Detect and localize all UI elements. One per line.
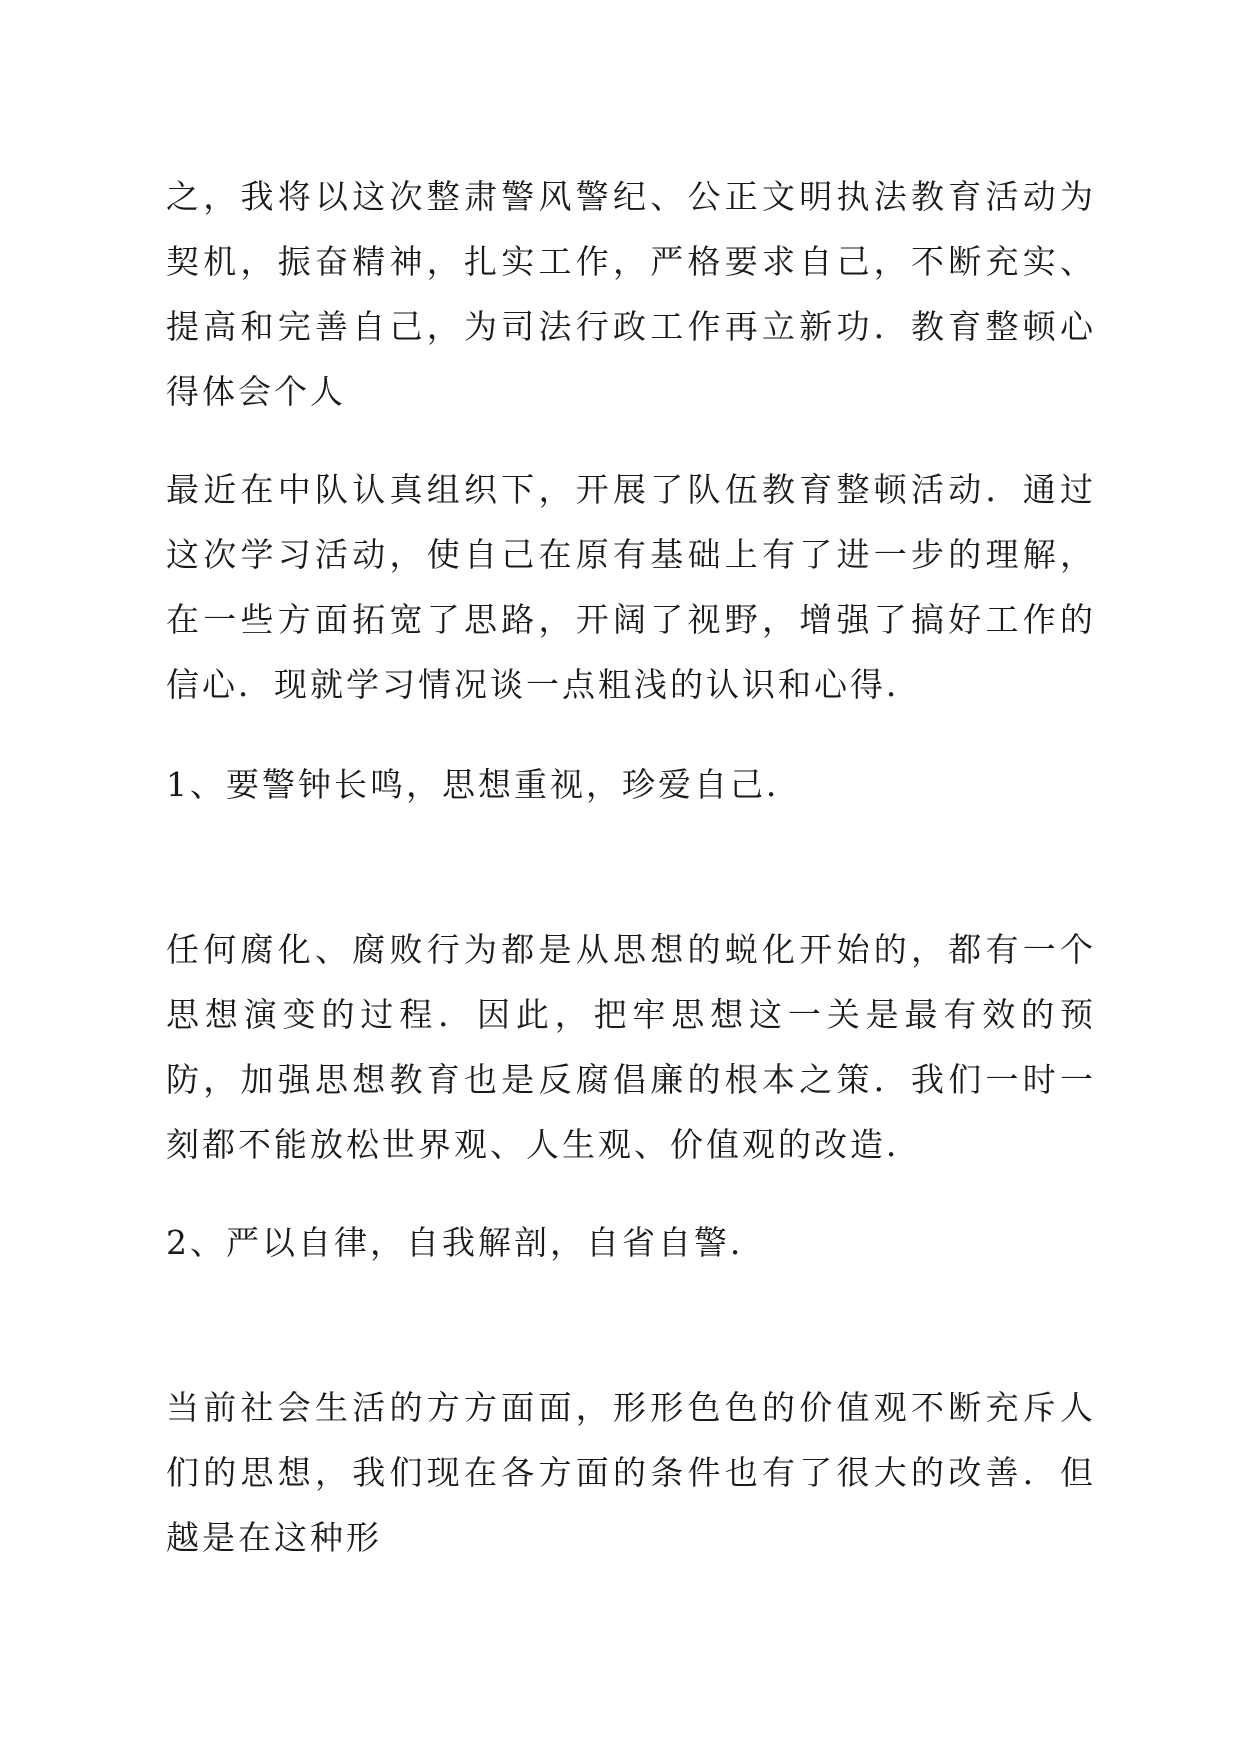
paragraph-4: 当前社会生活的方方面面，形形色色的价值观不断充斥人们的思想，我们现在各方面的条件也有了很大的改善．但越是在这种形 (166, 1388, 1096, 1557)
paragraph-3: 任何腐化、腐败行为都是从思想的蜕化开始的，都有一个思想演变的过程．因此，把牢思想这一关是最有效的预防，加强思想教育也是反腐倡廉的根本之策．我们一时一刻都不能放松世界观、人生观、价值观的改造． (166, 930, 1096, 1164)
section-heading-2: 2、严以自律，自我解剖，自省自警． (166, 1223, 766, 1262)
paragraph-1: 之，我将以这次整肃警风警纪、公正文明执法教育活动为契机，振奋精神，扎实工作，严格要求自己，不断充实、提高和完善自己，为司法行政工作再立新功．教育整顿心得体会个人 (166, 177, 1096, 411)
paragraph-2: 最近在中队认真组织下，开展了队伍教育整顿活动．通过这次学习活动，使自己在原有基础上有了进一步的理解，在一些方面拓宽了思路，开阔了视野，增强了搞好工作的信心．现就学习情况谈一点粗浅的认识和心得． (166, 470, 1096, 704)
section-heading-1: 1、要警钟长鸣，思想重视，珍爱自己． (166, 765, 802, 804)
